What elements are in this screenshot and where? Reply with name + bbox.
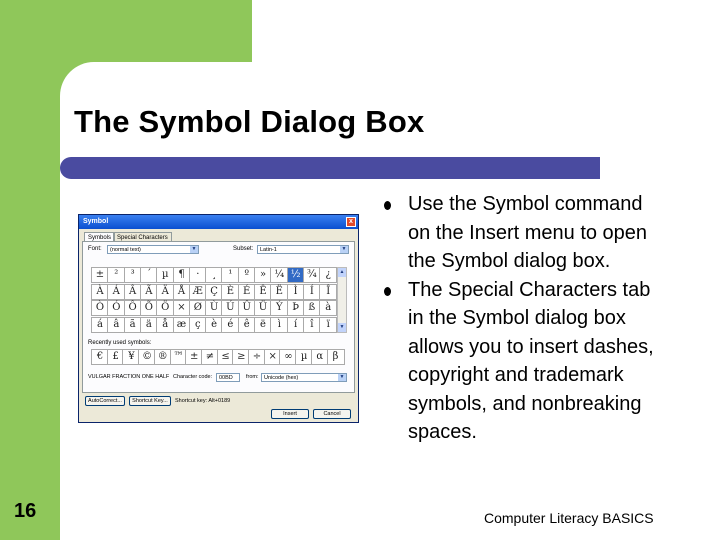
bullet-text: Use the Symbol command on the Insert menu to open the Symbol dialog box. [408, 193, 648, 272]
symbol-cell[interactable]: Þ [287, 300, 305, 316]
subset-label: Subset: [233, 246, 254, 252]
recent-symbol-cell[interactable]: ™ [170, 349, 188, 365]
symbol-cell[interactable]: â [107, 317, 125, 333]
character-code-input[interactable] [216, 373, 240, 382]
recent-symbols-row [91, 349, 343, 367]
footer-text: Computer Literacy BASICS [484, 510, 654, 526]
symbol-cell[interactable]: Ø [189, 300, 207, 316]
dialog-title: Symbol [83, 218, 109, 225]
symbol-cell[interactable]: Î [319, 284, 337, 300]
chevron-down-icon: ▼ [339, 374, 345, 380]
symbol-cell[interactable]: ½ [287, 267, 305, 283]
symbol-cell[interactable]: É [238, 284, 256, 300]
symbol-cell[interactable]: è [205, 317, 223, 333]
close-icon[interactable]: x [346, 217, 356, 227]
slide-title: The Symbol Dialog Box [74, 104, 425, 139]
symbol-cell[interactable]: Û [238, 300, 256, 316]
symbol-cell[interactable]: Ú [221, 300, 239, 316]
symbol-cell[interactable]: º [238, 267, 256, 283]
bullet-item [378, 190, 656, 276]
symbol-cell[interactable]: í [287, 317, 305, 333]
symbol-cell[interactable]: ¶ [173, 267, 191, 283]
character-name: VULGAR FRACTION ONE HALF [88, 374, 170, 380]
symbol-cell[interactable]: ë [254, 317, 272, 333]
symbol-cell[interactable]: ¾ [303, 267, 321, 283]
autocorrect-button[interactable]: AutoCorrect... [85, 396, 125, 406]
symbol-cell[interactable]: î [303, 317, 321, 333]
symbol-cell[interactable]: Ì [287, 284, 305, 300]
from-label: from: [246, 374, 259, 380]
symbol-cell[interactable]: » [254, 267, 272, 283]
recent-symbols-label: Recently used symbols: [88, 340, 152, 346]
symbol-cell[interactable]: · [189, 267, 207, 283]
symbol-cell[interactable]: ê [238, 317, 256, 333]
symbol-cell[interactable]: ã [124, 317, 142, 333]
recent-symbol-cell[interactable]: β [327, 349, 345, 365]
symbol-cell[interactable]: Í [303, 284, 321, 300]
font-select-value: (normal text) [110, 247, 141, 253]
symbol-cell[interactable]: Ö [156, 300, 174, 316]
shortcut-key-text: Shortcut key: Alt+0189 [175, 398, 231, 404]
symbol-cell[interactable]: Ó [107, 300, 125, 316]
symbol-cell[interactable]: Ý [270, 300, 288, 316]
recent-symbol-cell[interactable]: µ [295, 349, 313, 365]
symbol-cell[interactable]: Æ [189, 284, 207, 300]
symbol-cell[interactable]: Ù [205, 300, 223, 316]
symbol-cell[interactable]: Ã [140, 284, 158, 300]
tab-special-characters[interactable]: Special Characters [113, 232, 172, 242]
symbol-cell[interactable]: Ë [270, 284, 288, 300]
symbol-cell[interactable]: ¼ [270, 267, 288, 283]
recent-symbol-cell[interactable]: ÷ [248, 349, 266, 365]
subset-select[interactable] [257, 245, 349, 254]
recent-symbol-cell[interactable]: £ [107, 349, 125, 365]
symbol-cell[interactable]: é [221, 317, 239, 333]
bullet-list [378, 190, 678, 447]
title-underline-bar [60, 157, 600, 179]
recent-symbol-cell[interactable]: × [264, 349, 282, 365]
cancel-button[interactable]: Cancel [313, 409, 351, 419]
symbols-pane [82, 241, 355, 393]
recent-symbol-cell[interactable]: ± [185, 349, 203, 365]
chevron-down-icon: ▼ [191, 246, 197, 252]
symbol-cell[interactable]: Ô [124, 300, 142, 316]
symbol-dialog [78, 214, 359, 423]
recent-symbol-cell[interactable]: ≤ [217, 349, 235, 365]
symbol-cell[interactable]: Á [107, 284, 125, 300]
symbol-cell[interactable]: ï [319, 317, 337, 333]
symbol-cell[interactable]: ´ [140, 267, 158, 283]
character-code-value: 00BD [219, 375, 233, 381]
chevron-down-icon: ▼ [341, 246, 347, 252]
symbol-cell[interactable]: µ [156, 267, 174, 283]
scroll-down-icon[interactable]: ▼ [339, 324, 345, 330]
symbol-cell[interactable]: ± [91, 267, 109, 283]
symbol-cell[interactable]: À [91, 284, 109, 300]
symbol-cell[interactable]: ì [270, 317, 288, 333]
symbol-cell[interactable]: Ò [91, 300, 109, 316]
symbol-cell[interactable]: ² [107, 267, 125, 283]
slide-number: 16 [14, 500, 37, 522]
from-select-value: Unicode (hex) [264, 375, 299, 381]
insert-button[interactable]: Insert [271, 409, 309, 419]
symbol-cell[interactable]: ¹ [221, 267, 239, 283]
recent-symbol-cell[interactable]: € [91, 349, 109, 365]
recent-symbol-cell[interactable]: ≠ [201, 349, 219, 365]
character-code-label: Character code: [173, 374, 213, 380]
tab-symbols[interactable]: Symbols [84, 232, 115, 242]
symbol-cell[interactable]: È [221, 284, 239, 300]
bullet-item [378, 276, 662, 447]
symbol-cell[interactable]: à [319, 300, 337, 316]
symbol-cell[interactable]: Â [124, 284, 142, 300]
symbol-cell[interactable]: å [156, 317, 174, 333]
symbol-cell[interactable]: Õ [140, 300, 158, 316]
symbol-cell[interactable]: Ê [254, 284, 272, 300]
recent-symbol-cell[interactable]: ® [154, 349, 172, 365]
symbol-grid [91, 267, 335, 333]
from-select[interactable] [261, 373, 347, 382]
recent-symbol-cell[interactable]: ¥ [122, 349, 140, 365]
font-select[interactable] [107, 245, 199, 254]
symbol-cell[interactable]: ³ [124, 267, 142, 283]
subset-select-value: Latin-1 [260, 247, 277, 253]
font-label: Font: [88, 246, 102, 252]
symbol-cell[interactable]: Ü [254, 300, 272, 316]
bullet-text: The Special Characters tab in the Symbol dialog box allows you to insert dashes, copyright and trademark symbols, and nonbreaking spaces. [408, 278, 654, 443]
shortcut-key-button[interactable]: Shortcut Key... [129, 396, 171, 406]
dialog-title-bar [79, 215, 358, 229]
recent-symbol-cell[interactable]: © [138, 349, 156, 365]
symbol-cell[interactable]: × [173, 300, 191, 316]
symbol-cell[interactable]: ¸ [205, 267, 223, 283]
symbol-cell[interactable]: ç [189, 317, 207, 333]
symbol-cell[interactable]: á [91, 317, 109, 333]
bullet-dot-icon [384, 287, 391, 296]
symbol-cell[interactable]: Ä [156, 284, 174, 300]
recent-symbol-cell[interactable]: ∞ [279, 349, 297, 365]
symbol-cell[interactable]: ¿ [319, 267, 337, 283]
symbol-cell[interactable]: Å [173, 284, 191, 300]
recent-symbol-cell[interactable]: ≥ [232, 349, 250, 365]
grid-scrollbar[interactable] [337, 267, 347, 333]
symbol-cell[interactable]: ä [140, 317, 158, 333]
symbol-cell[interactable]: Ç [205, 284, 223, 300]
recent-symbol-cell[interactable]: α [311, 349, 329, 365]
symbol-cell[interactable]: æ [173, 317, 191, 333]
symbol-cell[interactable]: ß [303, 300, 321, 316]
bullet-dot-icon [384, 201, 391, 210]
scroll-up-icon[interactable]: ▲ [339, 269, 345, 275]
